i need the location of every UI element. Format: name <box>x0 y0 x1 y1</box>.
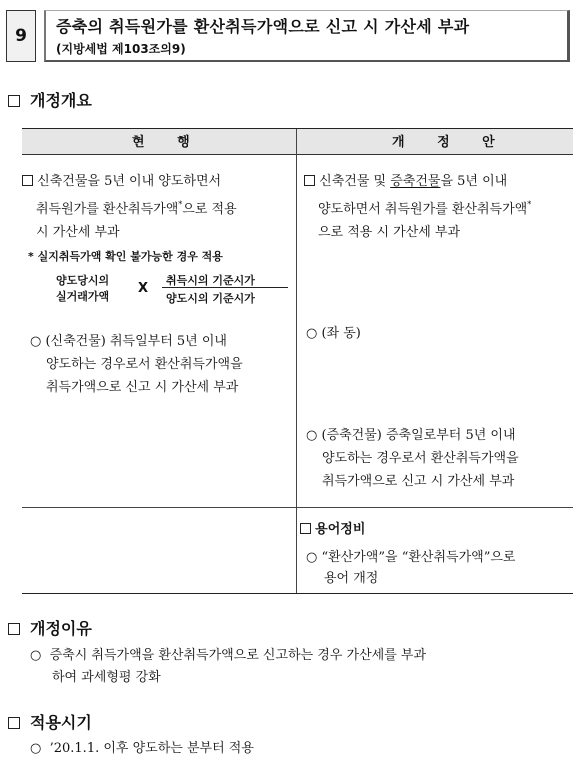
circle-bullet-icon: ○ <box>306 326 318 341</box>
square-bullet-icon <box>8 95 20 107</box>
column-header-current: 현 행 <box>132 135 204 150</box>
circle-bullet-icon: ○ <box>306 428 318 443</box>
footnote-mark: * <box>178 200 183 209</box>
square-bullet-icon <box>300 523 311 534</box>
page-title: 증축의 취득원가를 환산취득가액으로 신고 시 가산세 부과 <box>56 17 470 36</box>
section-overview-label: 개정개요 <box>30 91 92 110</box>
circle-bullet-icon: ○ <box>30 648 42 663</box>
column-header-revised: 개 정 안 <box>392 135 509 150</box>
revised-item-3-line-3: 취득가액으로 신고 시 가산세 부과 <box>322 474 515 489</box>
revised-item-3-line-1: (증축건물) 증축일로부터 5년 이내 <box>321 428 516 443</box>
circle-bullet-icon: ○ <box>306 550 318 565</box>
term-cleanup-line-1: “환산가액”을 “환산취득가액”으로 <box>321 550 516 565</box>
revised-item-1 <box>304 170 531 244</box>
current-item-1-line-2b: 으로 적용 <box>182 202 237 217</box>
fraction-bar <box>162 287 288 288</box>
footnote-text: * 실지취득가액 확인 불가능한 경우 적용 <box>28 250 223 263</box>
current-item-1 <box>22 170 237 244</box>
current-item-1-line-1: 신축건물을 5년 이내 양도하면서 <box>37 174 222 189</box>
square-bullet-icon <box>22 175 33 186</box>
square-bullet-icon <box>8 623 20 635</box>
formula-denominator: 양도시의 기준시가 <box>166 292 255 305</box>
formula-left-line-2: 실거래가액 <box>56 290 110 303</box>
revised-item-1-line-1a: 신축건물 및 <box>319 174 391 189</box>
formula-multiply-sign: X <box>138 281 149 296</box>
current-item-2-line-1: (신축건물) 취득일부터 5년 이내 <box>45 334 227 349</box>
reason-line-2: 하여 과세형평 강화 <box>52 670 161 685</box>
timing-text <box>30 738 254 760</box>
footnote-mark: * <box>527 200 532 209</box>
current-item-1-line-3: 시 가산세 부과 <box>36 225 120 240</box>
current-item-2 <box>30 330 243 399</box>
page-subtitle: (지방세법 제103조의9) <box>56 42 186 56</box>
current-item-2-line-3: 취득가액으로 신고 시 가산세 부과 <box>46 380 239 395</box>
circle-bullet-icon: ○ <box>30 741 42 756</box>
revised-item-1-line-1c: 을 5년 이내 <box>440 174 508 189</box>
term-cleanup-item <box>306 547 515 589</box>
square-bullet-icon <box>304 175 315 186</box>
current-item-2-line-2: 양도하는 경우로서 환산취득가액을 <box>46 357 243 372</box>
term-cleanup-heading <box>300 518 365 541</box>
item-number-badge <box>6 10 36 62</box>
term-cleanup-line-2: 용어 개정 <box>324 571 379 586</box>
revised-item-3 <box>306 424 519 493</box>
circle-bullet-icon: ○ <box>30 334 42 349</box>
section-reason-heading <box>8 616 92 639</box>
section-overview-heading <box>8 88 92 111</box>
timing-line-1: ’20.1.1. 이후 양도하는 분부터 적용 <box>49 741 254 756</box>
formula-numerator: 취득시의 기준시가 <box>166 274 255 287</box>
revised-item-3-line-2: 양도하는 경우로서 환산취득가액을 <box>322 451 519 466</box>
formula-left-line-1: 양도당시의 <box>56 274 110 287</box>
reason-text <box>30 645 426 689</box>
revised-same-as-left: (좌 동) <box>321 326 361 341</box>
section-timing-heading <box>8 710 92 733</box>
row-divider <box>22 507 573 508</box>
square-bullet-icon <box>8 717 20 729</box>
column-divider <box>296 129 297 593</box>
current-item-1-line-2a: 취득원가를 환산취득가액 <box>36 202 179 217</box>
item-number: 9 <box>15 26 27 46</box>
revised-item-1-line-2: 양도하면서 취득원가를 환산취득가액 <box>318 202 528 217</box>
revised-item-2 <box>306 322 361 345</box>
revised-item-1-line-3: 으로 적용 시 가산세 부과 <box>318 225 461 240</box>
reason-line-1: 증축시 취득가액을 환산취득가액으로 신고하는 경우 가산세를 부과 <box>49 648 427 663</box>
revised-item-1-underlined: 증축건물 <box>390 174 441 189</box>
section-timing-label: 적용시기 <box>30 713 92 732</box>
section-reason-label: 개정이유 <box>30 619 92 638</box>
term-cleanup-title: 용어정비 <box>315 522 366 537</box>
